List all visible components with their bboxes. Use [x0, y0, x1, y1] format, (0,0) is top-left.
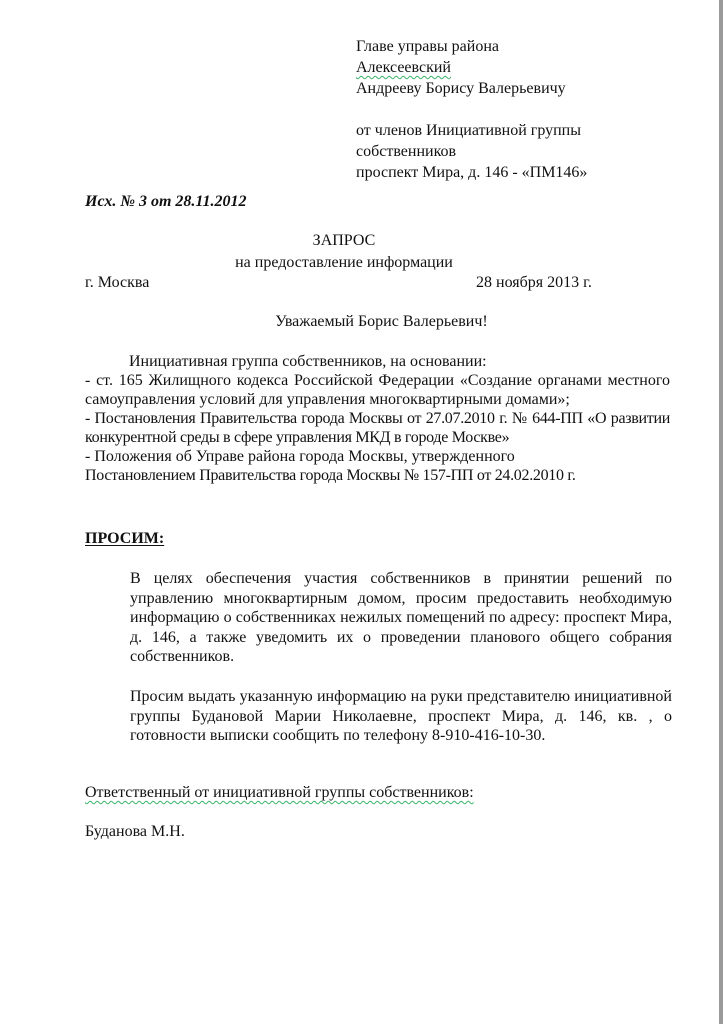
- intro-item-1: - ст. 165 Жилищного кодекса Российской Федерации «Создание органами местного самоуправления условий для управления многоквартирными домами»;: [85, 372, 670, 408]
- intro-item-2: - Постановления Правительства города Москвы от 27.07.2010 г. № 644-ПП «О развитии конкурентной среды в сфере управления МКД в городе Москве»: [85, 410, 670, 446]
- request-heading: ПРОСИМ:: [85, 530, 165, 547]
- document-title: ЗАПРОС: [312, 232, 376, 249]
- page-edge-shadow: [719, 0, 723, 1024]
- place: г. Москва: [85, 274, 150, 291]
- request-paragraph-2: Просим выдать указанную информацию на руки представителю инициативной группы Будановой Марии Николаевне, проспект Мира, д. 146, кв. , о готовности выписки сообщить по телефону 8-910-416-10-30.: [130, 688, 672, 744]
- responsible-label: Ответственный от инициативной группы собственников:: [85, 784, 474, 801]
- sender-line-3: проспект Мира, д. 146 - «ПМ146»: [356, 164, 588, 181]
- outgoing-reference: Исх. № 3 от 28.11.2012: [85, 193, 247, 210]
- document-date: 28 ноября 2013 г.: [476, 274, 592, 291]
- intro-lead: Инициативная группа собственников, на основании:: [129, 353, 487, 370]
- sender-line-1: от членов Инициативной группы: [356, 122, 581, 139]
- intro-item-3a: - Положения об Управе района города Москвы, утвержденного: [85, 448, 515, 465]
- addressee-line-2: Алексеевский: [356, 59, 451, 76]
- intro-item-3b: Постановлением Правительства города Москвы № 157-ПП от 24.02.2010 г.: [85, 467, 576, 484]
- addressee-line-3: Андрееву Борису Валерьевичу: [356, 80, 566, 97]
- addressee-block: [356, 36, 686, 183]
- greeting: Уважаемый Борис Валерьевич!: [275, 313, 488, 330]
- addressee-line-1: Главе управы района: [356, 38, 499, 55]
- intro-block: [85, 352, 670, 485]
- sender-line-2: собственников: [356, 143, 457, 160]
- signature: Буданова М.Н.: [85, 823, 185, 840]
- request-paragraph-1: В целях обеспечения участия собственников в принятии решений по управлению многоквартирным домом, просим предоставить необходимую информацию о собственниках нежилых помещений по адресу: проспект Мира, д. 146, а также уведомить их о проведении планового общего собрания собственников.: [130, 570, 672, 665]
- document-subtitle: на предоставление информации: [235, 254, 453, 271]
